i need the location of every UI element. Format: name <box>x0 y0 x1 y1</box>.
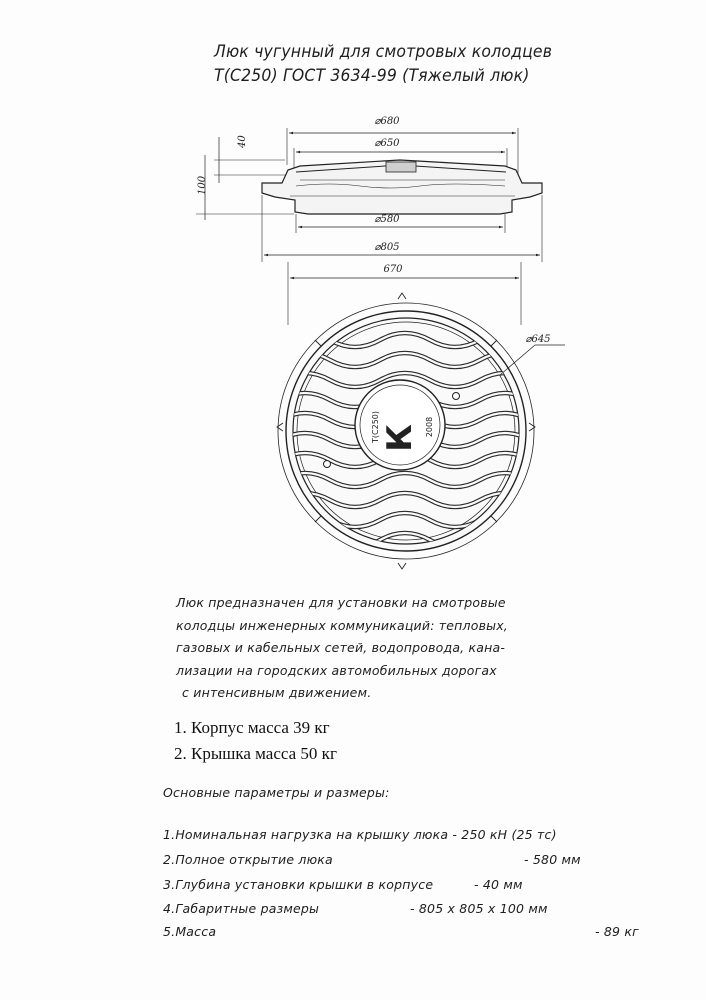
title-line-2: Т(С250) ГОСТ 3634-99 (Тяжелый люк) <box>214 66 530 86</box>
cover-side-label: Т(С250) <box>371 411 380 443</box>
plan-view <box>277 293 565 569</box>
param-load: 1.Номинальная нагрузка на крышку люка - 250 кН (25 тс) <box>163 827 557 842</box>
dim-label-670: 670 <box>383 264 403 275</box>
param-mass-label: 5.Масса <box>163 924 217 939</box>
param-mass-value: - 89 кг <box>595 924 639 939</box>
description-line: газовых и кабельных сетей, водопровода, кана- <box>176 640 506 655</box>
cover-year-mark: 2008 <box>425 416 434 438</box>
dim-label-100: 100 <box>197 175 208 195</box>
params-heading: Основные параметры и размеры: <box>163 785 390 800</box>
description-line: Люк предназначен для установки на смотровые <box>176 595 506 610</box>
dim-label-805: ⌀805 <box>374 242 400 253</box>
param-depth-value: - 40 мм <box>474 877 523 892</box>
dim-label-650: ⌀650 <box>374 138 400 149</box>
section-view <box>196 128 542 325</box>
dim-label-580: ⌀580 <box>374 214 400 225</box>
title-line-1: Люк чугунный для смотровых колодцев <box>214 42 553 62</box>
description-line: с интенсивным движением. <box>182 685 372 700</box>
description-block <box>176 592 508 705</box>
description-line: колодцы инженерных коммуникаций: тепловых, <box>176 617 508 633</box>
mass-lid: 2. Крышка масса 50 кг <box>174 744 337 763</box>
cover-letter-mark: К <box>380 424 420 452</box>
dim-label-645: ⌀645 <box>525 334 551 345</box>
dim-label-680: ⌀680 <box>374 116 400 127</box>
description-line: лизации на городских автомобильных дорогах <box>176 662 497 678</box>
param-depth-label: 3.Глубина установки крышки в корпусе <box>163 877 434 892</box>
param-opening-value: - 580 мм <box>524 852 581 867</box>
param-size-label: 4.Габаритные размеры <box>163 901 320 916</box>
param-size-value: - 805 х 805 х 100 мм <box>410 901 548 916</box>
mass-body: 1. Корпус масса 39 кг <box>174 718 330 737</box>
dim-label-40: 40 <box>237 135 248 148</box>
param-opening-label: 2.Полное открытие люка <box>163 852 333 867</box>
